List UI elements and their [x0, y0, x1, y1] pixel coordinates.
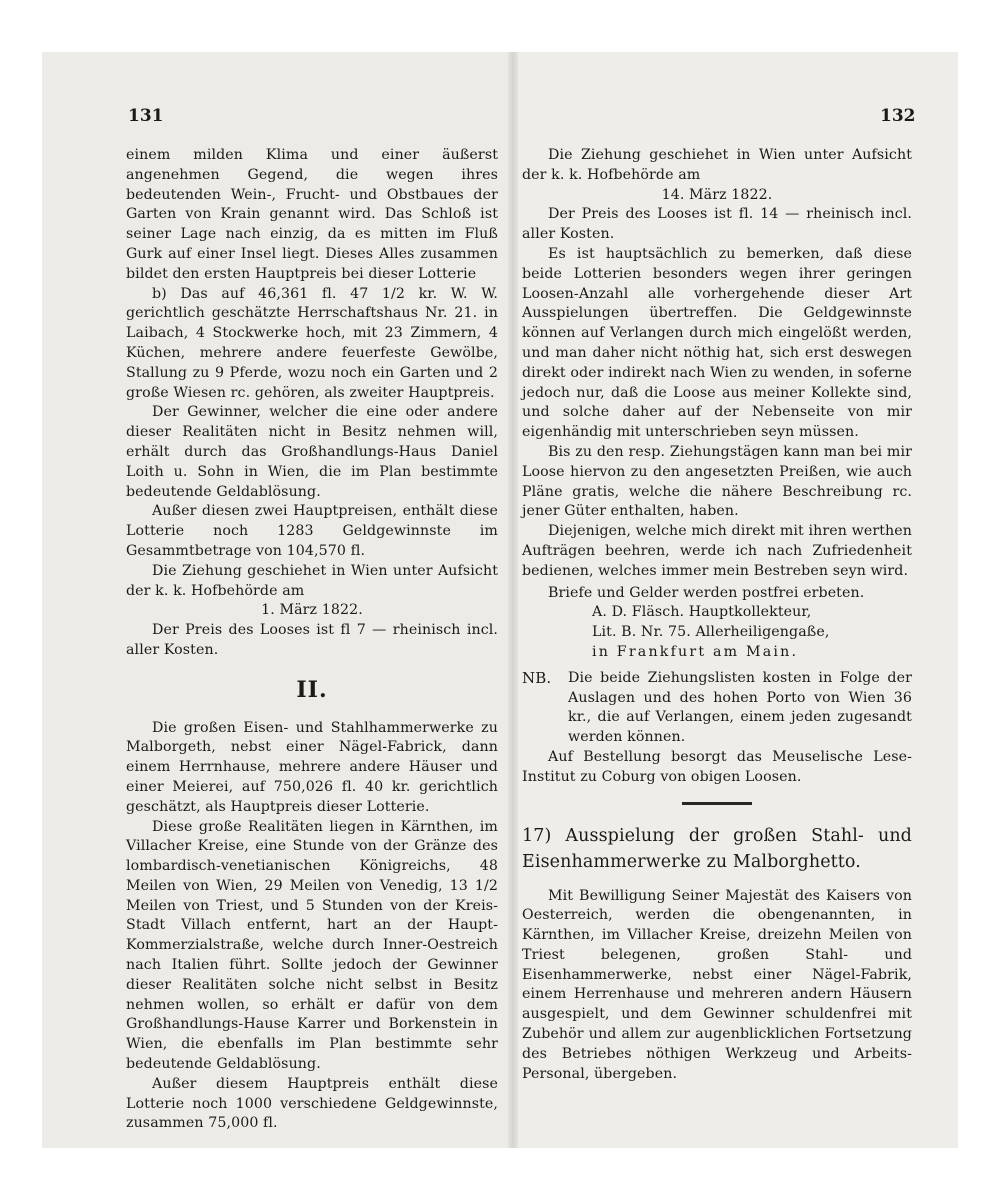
paragraph: Der Gewinner, welcher die eine oder andere dieser Realitäten nicht in Besitz nehmen will, erhält durch das Großhandlungs-Haus Daniel Loith u. Sohn in Wien, die im Plan bestimmte bedeutende Geldablösung. — [126, 404, 498, 500]
page-number-left: 131 — [128, 106, 164, 126]
paragraph: Außer diesem Hauptpreis enthält diese Lotterie noch 1000 verschiedene Geldgewinnste, zusammen 75,000 fl. — [126, 1075, 498, 1132]
scanned-book-spread — [42, 52, 958, 1148]
paragraph: Die Ziehung geschiehet in Wien unter Aufsicht der k. k. Hofbehörde am — [522, 147, 912, 183]
section-title: 17) Ausspielung der großen Stahl- und Eisenhammerwerke zu Malborghetto. — [522, 825, 912, 872]
paragraph: Briefe und Gelder werden postfrei erbeten. — [548, 584, 865, 601]
page-number-right: 132 — [880, 106, 916, 126]
nb-text: Die beide Ziehungslisten kosten in Folge der Auslagen und des hohen Porto von Wien 36 kr., die auf Verlangen, einem jeden zugesandt werden können. — [568, 669, 912, 746]
divider — [682, 802, 752, 805]
left-column-text — [126, 146, 498, 1134]
nota-bene — [522, 669, 912, 748]
address-line: Lit. B. Nr. 75. Allerheiligengaße, — [592, 624, 830, 641]
paragraph: Außer diesen zwei Hauptpreisen, enthält diese Lotterie noch 1283 Geldgewinnste im Gesammtbetrage von 104,570 fl. — [126, 503, 498, 559]
paragraph: Der Preis des Looses ist fl. 14 — rheinisch incl. aller Kosten. — [522, 206, 912, 243]
paragraph: Die Ziehung geschiehet in Wien unter Aufsicht der k. k. Hofbehörde am — [126, 562, 498, 599]
paragraph: Diejenigen, welche mich direkt mit ihren werthen Aufträgen beehren, werde ich nach Zufriedenheit bedienen, welches immer mein Bestreben seyn wird. — [522, 523, 912, 579]
paragraph: Auf Bestellung besorgt das Meuselische Lese-Institut zu Coburg von obigen Loosen. — [522, 748, 912, 785]
signature: A. D. Fläsch. Hauptkollekteur, — [592, 604, 812, 621]
paragraph: Bis zu den resp. Ziehungstägen kann man bei mir Loose hiervon zu den angesetzten Preißen, wie auch Pläne gratis, welche die nähere Beschreibung rc. jener Güter enthalten, haben. — [522, 443, 912, 520]
paragraph: Die großen Eisen- und Stahlhammerwerke zu Malborgeth, nebst einer Nägel-Fabrick, dann einem Herrnhause, mehrere andere Häuser und einer Meierei, auf 750,026 fl. 40 kr. gerichtlich geschätzt, als Hauptpreis dieser Lotterie. — [126, 719, 498, 815]
paragraph: Diese große Realitäten liegen in Kärnthen, im Villacher Kreise, eine Stunde von der Gränze des lombardisch-venetianischen Königreichs, 48 Meilen von Wien, 29 Meilen von Venedig, 13 1/2 Meilen von Triest, und 5 Stunden von der Kreis-Stadt Villach entfernt, hart an der Haupt-Kommerzialstraße, welche durch Inner-Oestreich nach Italien führt. Sollte jedoch der Gewinner dieser Realitäten solche nicht selbst in Besitz nehmen wollen, so erhält er dafür von dem Großhandlungs-Hause Karrer und Borkenstein in Wien, die ebenfalls im Plan bestimmte sehr bedeutende Geldablösung. — [126, 818, 498, 1073]
draw-date: 1. März 1822. — [261, 602, 363, 619]
paragraph: Mit Bewilligung Seiner Majestät des Kaisers von Oesterreich, werden die obengenannten, in Kärnthen, im Villacher Kreise, dreizehn Meilen von Triest belegenen, großen Stahl- und Eisenhammerwerke, nebst einer Nägel-Fabrik, einem Herrenhause und mehreren andern Häusern ausgespielt, und dem Gewinner schuldenfrei mit Zubehör und allem zur augenblicklichen Fortsetzung des Betriebes nöthigen Werkzeug und Arbeits-Personal, übergeben. — [522, 887, 912, 1082]
address-line: in Frankfurt am Main. — [592, 643, 799, 660]
book-gutter — [508, 52, 518, 1148]
draw-date: 14. März 1822. — [661, 186, 773, 203]
section-heading: II. — [296, 676, 328, 703]
nb-label: NB. — [522, 668, 552, 687]
paragraph: Der Preis des Looses ist fl 7 — rheinisch incl. aller Kosten. — [126, 622, 498, 658]
right-column-text — [522, 146, 912, 1084]
paragraph: Es ist hauptsächlich zu bemerken, daß diese beide Lotterien besonders wegen ihrer geringen Loosen-Anzahl alle vorhergehende dieser Art Ausspielungen übertreffen. Die Geldgewinnste können auf Verlangen durch mich eingelößt werden, und man daher nicht nöthig hat, sich erst deswegen direkt oder indirekt nach Wien zu wenden, in soferne jedoch nur, daß die Loose aus meiner Kollekte sind, und solche daher auf der Nebenseite von mir eigenhändig mit unterschrieben seyn müssen. — [522, 245, 912, 441]
paragraph: b) Das auf 46,361 fl. 47 1/2 kr. W. W. gerichtlich geschätzte Herrschaftshaus Nr. 21. in Laibach, 4 Stockwerke hoch, mit 23 Zimmern, 4 Küchen, mehrere andere feuerfeste Gewölbe, Stallung zu 9 Pferde, wozu noch ein Garten und 2 große Wiesen rc. gehören, als zweiter Hauptpreis. — [126, 285, 498, 401]
paragraph: einem milden Klima und einer äußerst angenehmen Gegend, die wegen ihres bedeutenden Wein-, Frucht- und Obstbaues der Garten von Krain genannt wird. Das Schloß ist seiner Lage nach einzig, da es mitten im Fluß Gurk auf einer Insel liegt. Dieses Alles zusammen bildet den ersten Hauptpreis bei dieser Lotterie — [126, 147, 498, 282]
